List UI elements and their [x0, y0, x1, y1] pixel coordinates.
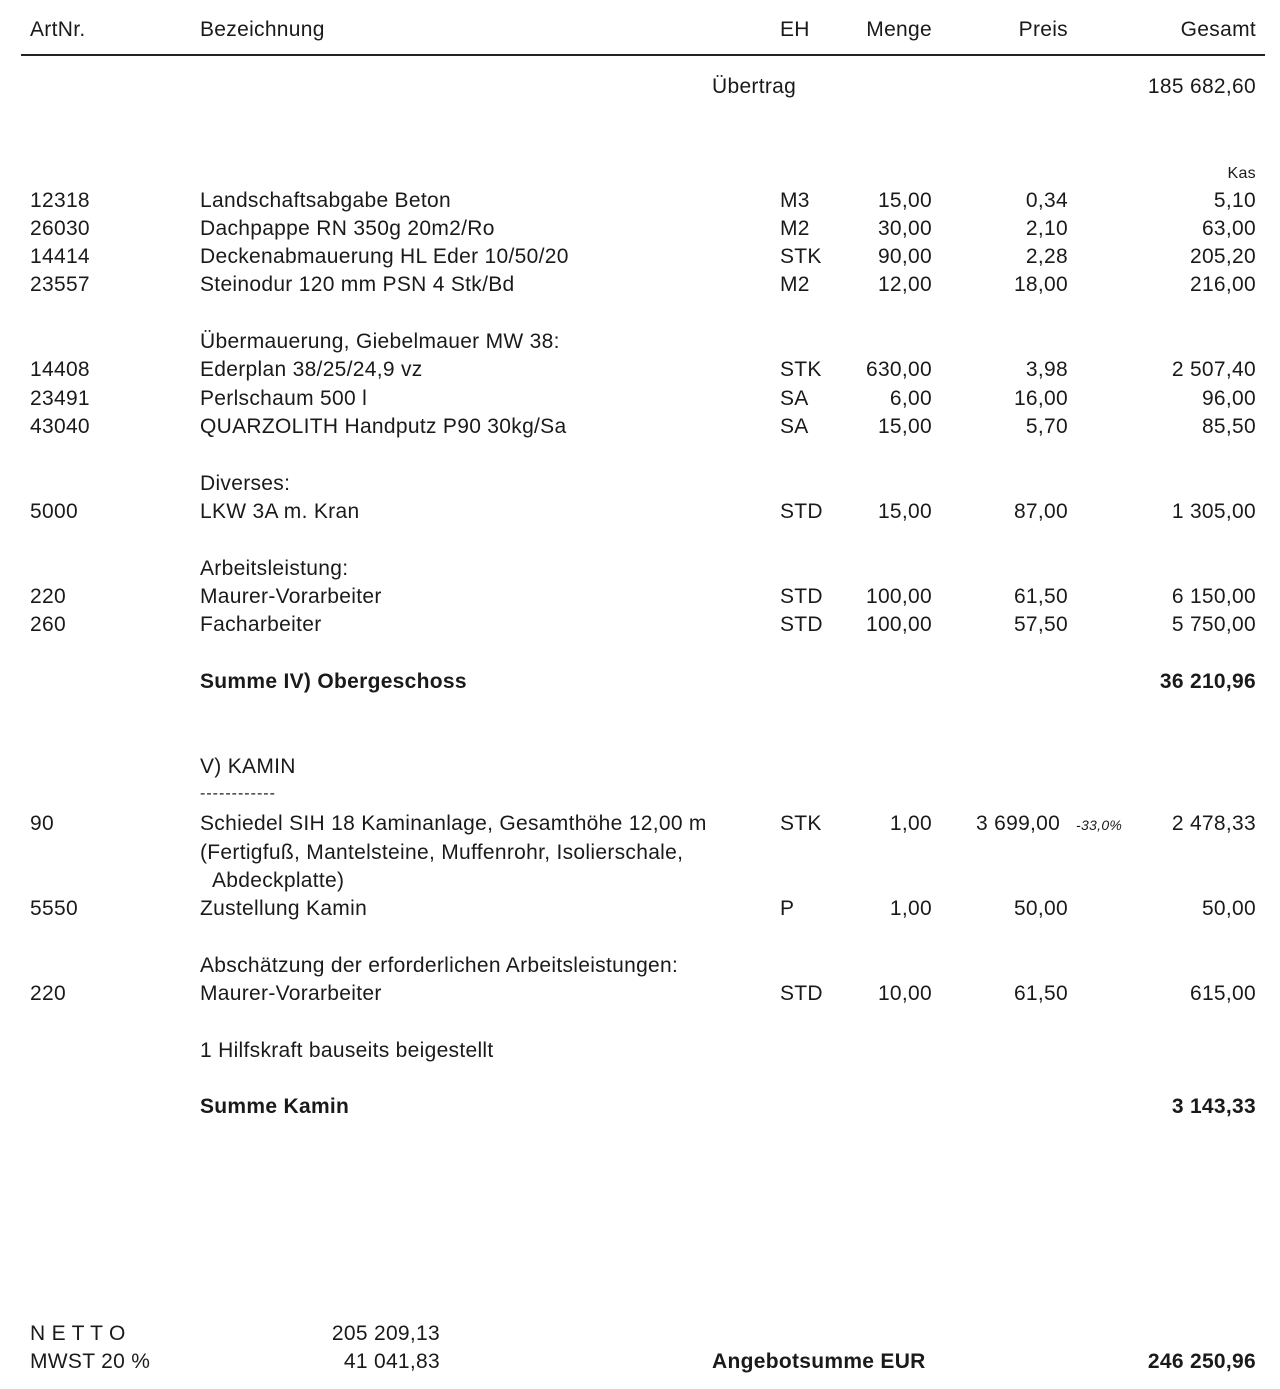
uebertrag-value: 185 682,60 — [1147, 75, 1256, 98]
kamin-hilfskraft-note: 1 Hilfskraft bauseits beigestellt — [200, 1039, 494, 1062]
row-menge: 15,00 — [877, 189, 932, 212]
header-rule — [21, 54, 1265, 56]
row-art: 14414 — [30, 245, 90, 268]
col-header-gesamt: Gesamt — [1180, 18, 1256, 41]
row-gesamt: 6 150,00 — [1171, 585, 1256, 608]
row-menge: 100,00 — [865, 585, 932, 608]
kamin-row-eh: P — [780, 897, 795, 920]
kas-label: Kas — [1227, 165, 1256, 182]
row-bez: Ederplan 38/25/24,9 vz — [200, 358, 423, 381]
row-menge: 630,00 — [865, 358, 932, 381]
row-gesamt: 63,00 — [1201, 217, 1256, 240]
row-bez: Perlschaum 500 l — [200, 387, 368, 410]
kamin-row-eh: STD — [780, 982, 823, 1005]
group-heading: Diverses: — [200, 472, 291, 495]
row-art: 23491 — [30, 387, 90, 410]
row-eh: STD — [780, 585, 823, 608]
kamin-row-bez-cont: Abdeckplatte) — [212, 869, 345, 892]
summe-kamin-value: 3 143,33 — [1171, 1095, 1256, 1118]
kamin-abschaetzung: Abschätzung der erforderlichen Arbeitsleistungen: — [200, 954, 679, 977]
col-header-preis: Preis — [1018, 18, 1068, 41]
netto-label: N E T T O — [30, 1322, 126, 1345]
row-menge: 15,00 — [877, 415, 932, 438]
row-eh: SA — [780, 415, 809, 438]
row-preis: 61,50 — [1013, 585, 1068, 608]
row-gesamt: 2 507,40 — [1171, 358, 1256, 381]
kamin-row-bez: Maurer-Vorarbeiter — [200, 982, 382, 1005]
mwst-label: MWST 20 % — [30, 1350, 151, 1373]
kamin-row-art: 90 — [30, 812, 54, 835]
kamin-row-gesamt: 50,00 — [1201, 897, 1256, 920]
summe-og-label: Summe IV) Obergeschoss — [200, 670, 467, 693]
summe-og-value: 36 210,96 — [1159, 670, 1256, 693]
row-preis: 0,34 — [1025, 189, 1068, 212]
uebertrag-label: Übertrag — [712, 75, 797, 98]
row-preis: 87,00 — [1013, 500, 1068, 523]
row-gesamt: 216,00 — [1189, 273, 1256, 296]
summe-kamin-label: Summe Kamin — [200, 1095, 350, 1118]
row-bez: Steinodur 120 mm PSN 4 Stk/Bd — [200, 273, 515, 296]
row-menge: 15,00 — [877, 500, 932, 523]
row-gesamt: 5,10 — [1213, 189, 1256, 212]
row-eh: M2 — [780, 217, 810, 240]
row-eh: STD — [780, 500, 823, 523]
kamin-row-preis: 61,50 — [1013, 982, 1068, 1005]
row-gesamt: 1 305,00 — [1171, 500, 1256, 523]
row-bez: Maurer-Vorarbeiter — [200, 585, 382, 608]
kamin-row-bez-cont: (Fertigfuß, Mantelsteine, Muffenrohr, Isolierschale, — [200, 841, 684, 864]
col-header-menge: Menge — [866, 18, 932, 41]
row-gesamt: 5 750,00 — [1171, 613, 1256, 636]
group-heading: Arbeitsleistung: — [200, 557, 349, 580]
row-preis: 2,28 — [1025, 245, 1068, 268]
kamin-row-gesamt: 615,00 — [1189, 982, 1256, 1005]
col-header-artnr: ArtNr. — [30, 18, 86, 41]
row-art: 5000 — [30, 500, 78, 523]
row-gesamt: 205,20 — [1189, 245, 1256, 268]
row-preis: 3,98 — [1025, 358, 1068, 381]
kamin-row-art: 5550 — [30, 897, 78, 920]
kamin-row-menge: 1,00 — [889, 897, 932, 920]
row-bez: Deckenabmauerung HL Eder 10/50/20 — [200, 245, 569, 268]
row-menge: 12,00 — [877, 273, 932, 296]
row-menge: 100,00 — [865, 613, 932, 636]
kamin-row-art: 220 — [30, 982, 66, 1005]
row-art: 43040 — [30, 415, 90, 438]
row-art: 26030 — [30, 217, 90, 240]
row-preis: 18,00 — [1013, 273, 1068, 296]
kamin-row-rabatt: -33,0% — [1076, 817, 1123, 833]
netto-value: 205 209,13 — [331, 1322, 440, 1345]
row-bez: Facharbeiter — [200, 613, 322, 636]
row-eh: M3 — [780, 189, 810, 212]
group-heading: Übermauerung, Giebelmauer MW 38: — [200, 330, 560, 353]
row-bez: Landschaftsabgabe Beton — [200, 189, 451, 212]
kamin-row-menge: 10,00 — [877, 982, 932, 1005]
row-menge: 6,00 — [889, 387, 932, 410]
row-eh: STK — [780, 358, 822, 381]
row-bez: QUARZOLITH Handputz P90 30kg/Sa — [200, 415, 567, 438]
kamin-title: V) KAMIN — [200, 755, 296, 778]
row-preis: 2,10 — [1025, 217, 1068, 240]
col-header-eh: EH — [780, 18, 810, 41]
row-gesamt: 85,50 — [1201, 415, 1256, 438]
row-preis: 57,50 — [1013, 613, 1068, 636]
row-art: 14408 — [30, 358, 90, 381]
row-preis: 16,00 — [1013, 387, 1068, 410]
row-bez: LKW 3A m. Kran — [200, 500, 360, 523]
kamin-row-preis: 50,00 — [1013, 897, 1068, 920]
kamin-underline: ------------ — [200, 785, 276, 802]
angebot-value: 246 250,96 — [1147, 1350, 1256, 1373]
kamin-row-preis: 3 699,00 — [976, 812, 1061, 835]
row-gesamt: 96,00 — [1201, 387, 1256, 410]
row-art: 260 — [30, 613, 66, 636]
kamin-row-gesamt: 2 478,33 — [1171, 812, 1256, 835]
mwst-value: 41 041,83 — [343, 1350, 440, 1373]
row-art: 220 — [30, 585, 66, 608]
angebot-label: Angebotsumme EUR — [712, 1350, 926, 1373]
row-eh: STK — [780, 245, 822, 268]
col-header-bezeichnung: Bezeichnung — [200, 18, 325, 41]
row-eh: M2 — [780, 273, 810, 296]
row-eh: STD — [780, 613, 823, 636]
row-menge: 90,00 — [877, 245, 932, 268]
kamin-row-eh: STK — [780, 812, 822, 835]
kamin-row-menge: 1,00 — [889, 812, 932, 835]
kamin-row-bez: Zustellung Kamin — [200, 897, 368, 920]
row-menge: 30,00 — [877, 217, 932, 240]
row-art: 23557 — [30, 273, 90, 296]
row-bez: Dachpappe RN 350g 20m2/Ro — [200, 217, 495, 240]
row-eh: SA — [780, 387, 809, 410]
row-art: 12318 — [30, 189, 90, 212]
row-preis: 5,70 — [1025, 415, 1068, 438]
kamin-row-bez: Schiedel SIH 18 Kaminanlage, Gesamthöhe 12,00 m — [200, 812, 707, 835]
